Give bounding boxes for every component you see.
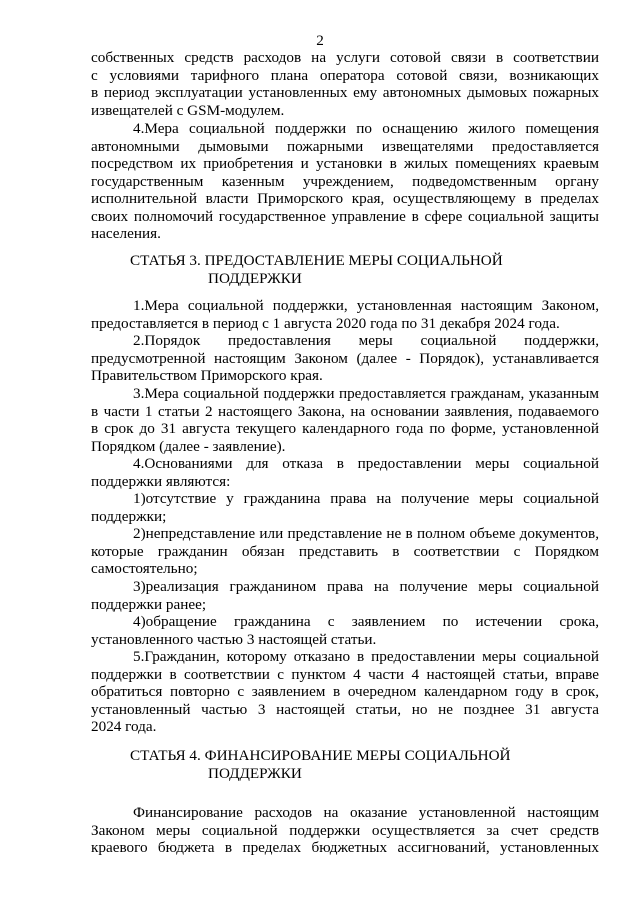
text-line: 3)реализация гражданином права на получение меры социальной: [133, 578, 599, 595]
article-3-item-1: [91, 490, 599, 525]
article-3-p3: [91, 385, 599, 455]
text-line: поддержки;: [91, 507, 167, 525]
text-line: 2024 года.: [91, 718, 157, 735]
text-line: 3.Мера социальной поддержки предоставляется гражданам, указанным: [133, 385, 599, 402]
text-line: поддержки ранее;: [91, 595, 207, 613]
text-line: с условиями тарифного плана оператора сотовой связи, возникающих: [91, 66, 599, 84]
article-3-heading: [130, 252, 590, 287]
article-3-item-4: [91, 613, 599, 648]
text-line: поддержки являются:: [91, 472, 231, 490]
text-line: в части 1 статьи 2 настоящего Закона, на основании заявления, подаваемого: [91, 402, 599, 420]
article-4-title-line1: СТАТЬЯ 4. ФИНАНСИРОВАНИЕ МЕРЫ СОЦИАЛЬНОЙ: [130, 747, 511, 764]
text-line: краевого бюджета в пределах бюджетных ассигнований, установленных: [91, 839, 599, 856]
text-line: извещателей с GSM-модулем.: [91, 101, 285, 119]
text-line: Порядком (далее - заявление).: [91, 437, 286, 455]
text-line: обратиться повторно с заявлением в очередном календарном году в срок,: [91, 683, 599, 700]
text-line: Финансирование расходов на оказание установленной настоящим: [133, 804, 599, 821]
article-3-p4: [91, 455, 599, 490]
article-3-p1: [91, 297, 599, 332]
article-3-item-3: [91, 578, 599, 613]
text-line: государственным казенным учреждением, подведомственным органу: [91, 172, 599, 190]
text-line: своих полномочий государственное управление в сфере социальной защиты: [91, 207, 599, 225]
article-4-heading: [130, 747, 590, 782]
article-3-p2: [91, 332, 599, 385]
text-line: в период эксплуатации установленных ему автономных дымовых пожарных: [91, 84, 599, 101]
article-3-title-line2: ПОДДЕРЖКИ: [208, 269, 302, 287]
text-line: Законом меры социальной поддержки осуществляется за счет средств: [91, 821, 599, 839]
text-line: предусмотренной настоящим Законом (далее - Порядок), устанавливается: [91, 349, 599, 367]
text-line: 4.Основаниями для отказа в предоставлении меры социальной: [133, 455, 599, 472]
text-line: автономными дымовыми пожарными извещателями предоставляется: [91, 137, 599, 155]
text-line: которые гражданин обязан представить в соответствии с Порядком: [91, 542, 599, 560]
page-number: 2: [316, 32, 324, 49]
text-line: собственных средств расходов на услуги сотовой связи в соответствии: [91, 49, 599, 66]
article-3-p5: [91, 648, 599, 736]
text-line: самостоятельно;: [91, 560, 198, 577]
article-3-title-line1: СТАТЬЯ 3. ПРЕДОСТАВЛЕНИЕ МЕРЫ СОЦИАЛЬНОЙ: [130, 252, 503, 269]
text-line: Правительством Приморского края.: [91, 367, 323, 384]
text-line: 2)непредставление или представление не в полном объеме документов,: [133, 525, 599, 542]
text-line: 4.Мера социальной поддержки по оснащению жилого помещения: [133, 120, 599, 137]
article-3-item-2: [91, 525, 599, 578]
text-line: 4)обращение гражданина с заявлением по истечении срока,: [133, 613, 599, 630]
text-line: посредством их приобретения и установки в жилых помещениях краевым: [91, 155, 599, 172]
text-line: в срок до 31 августа текущего календарного года по форме, установленной: [91, 420, 599, 437]
text-line: установленного частью 3 настоящей статьи.: [91, 630, 377, 648]
paragraph-4-equipment: [91, 120, 599, 243]
article-4-p1: [91, 804, 599, 857]
text-line: предоставляется в период с 1 августа 2020 года по 31 декабря 2024 года.: [91, 314, 560, 332]
text-line: населения.: [91, 225, 161, 242]
intro-paragraph: [91, 49, 599, 119]
text-line: 1)отсутствие у гражданина права на получение меры социальной: [133, 490, 599, 507]
text-line: установленный частью 3 настоящей статьи, но не позднее 31 августа: [91, 700, 599, 718]
article-4-title-line2: ПОДДЕРЖКИ: [208, 764, 302, 782]
text-line: 5.Гражданин, которому отказано в предоставлении меры социальной: [133, 648, 599, 665]
text-line: исполнительной власти Приморского края, осуществляющему в пределах: [91, 190, 599, 207]
text-line: 1.Мера социальной поддержки, установленная настоящим Законом,: [133, 297, 599, 314]
text-line: поддержки в соответствии с пунктом 4 части 4 настоящей статьи, вправе: [91, 665, 599, 683]
text-line: 2.Порядок предоставления меры социальной поддержки,: [133, 332, 599, 349]
